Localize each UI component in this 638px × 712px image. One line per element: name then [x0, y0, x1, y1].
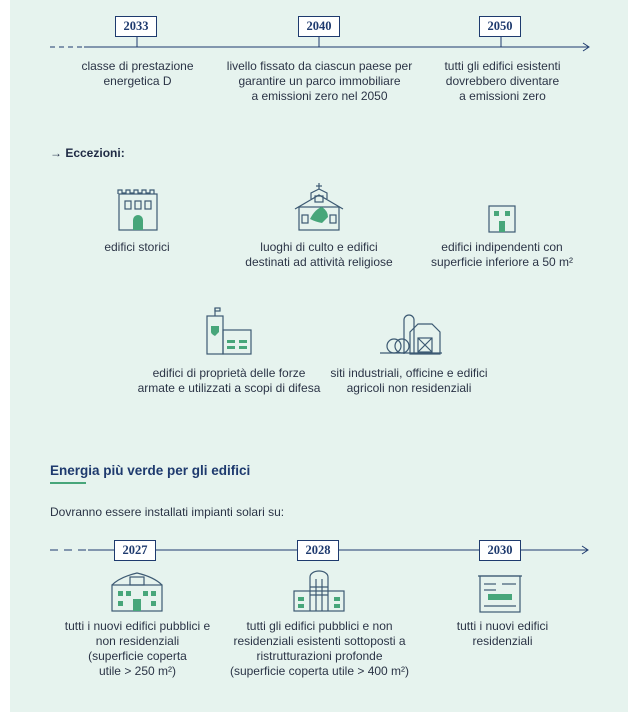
section-heading: Energia più verde per gli edifici: [50, 463, 251, 478]
castle-icon: [116, 188, 160, 232]
church-icon: [291, 183, 347, 231]
exception-label-small: edifici indipendenti con superficie inferiore a 50 m²: [430, 240, 574, 269]
exception-label-historic: edifici storici: [104, 240, 170, 254]
timeline-1-text-2033: classe di prestazione energetica D: [81, 59, 194, 88]
year-box-2027: 2027: [114, 540, 156, 561]
section-subtitle: Dovranno essere installati impianti solari su:: [50, 505, 285, 519]
exceptions-title: → Eccezioni:: [50, 146, 125, 160]
year-box-2028: 2028: [297, 540, 339, 561]
public-building-icon: [110, 571, 164, 613]
timeline-1-text-2040: livello fissato da ciascun paese per garantire un parco immobiliare a emissioni zero nel 2050: [226, 59, 413, 103]
exception-label-worship: luoghi di culto e edifici destinati ad attività religiose: [245, 240, 393, 269]
timeline-2-text-2028: tutti gli edifici pubblici e non residenziali esistenti sottoposti a ristrutturazioni profonde (superficie coperta utile > 400 m²): [229, 619, 410, 678]
timeline-2-text-2030: tutti i nuovi edifici residenziali: [456, 619, 549, 648]
residential-building-icon: [478, 572, 524, 614]
timeline-1-text-2050: tutti gli edifici esistenti dovrebbero diventare a emissioni zero: [444, 59, 561, 103]
military-building-icon: [205, 308, 253, 356]
small-house-icon: [488, 205, 516, 233]
heading-underline: [50, 482, 90, 486]
year-box-2033: 2033: [115, 16, 157, 37]
year-box-2030: 2030: [479, 540, 521, 561]
timeline-2-text-2027: tutti i nuovi edifici pubblici e non residenziali (superficie coperta utile > 250 m²): [64, 619, 211, 678]
year-box-2040: 2040: [298, 16, 340, 37]
exception-label-industrial: siti industriali, officine e edifici agricoli non residenziali: [330, 366, 488, 395]
farm-barn-icon: [380, 312, 444, 356]
year-box-2050: 2050: [479, 16, 521, 37]
exception-label-military: edifici di proprietà delle forze armate e utilizzati a scopi di difesa: [137, 366, 321, 395]
office-building-icon: [292, 571, 346, 613]
